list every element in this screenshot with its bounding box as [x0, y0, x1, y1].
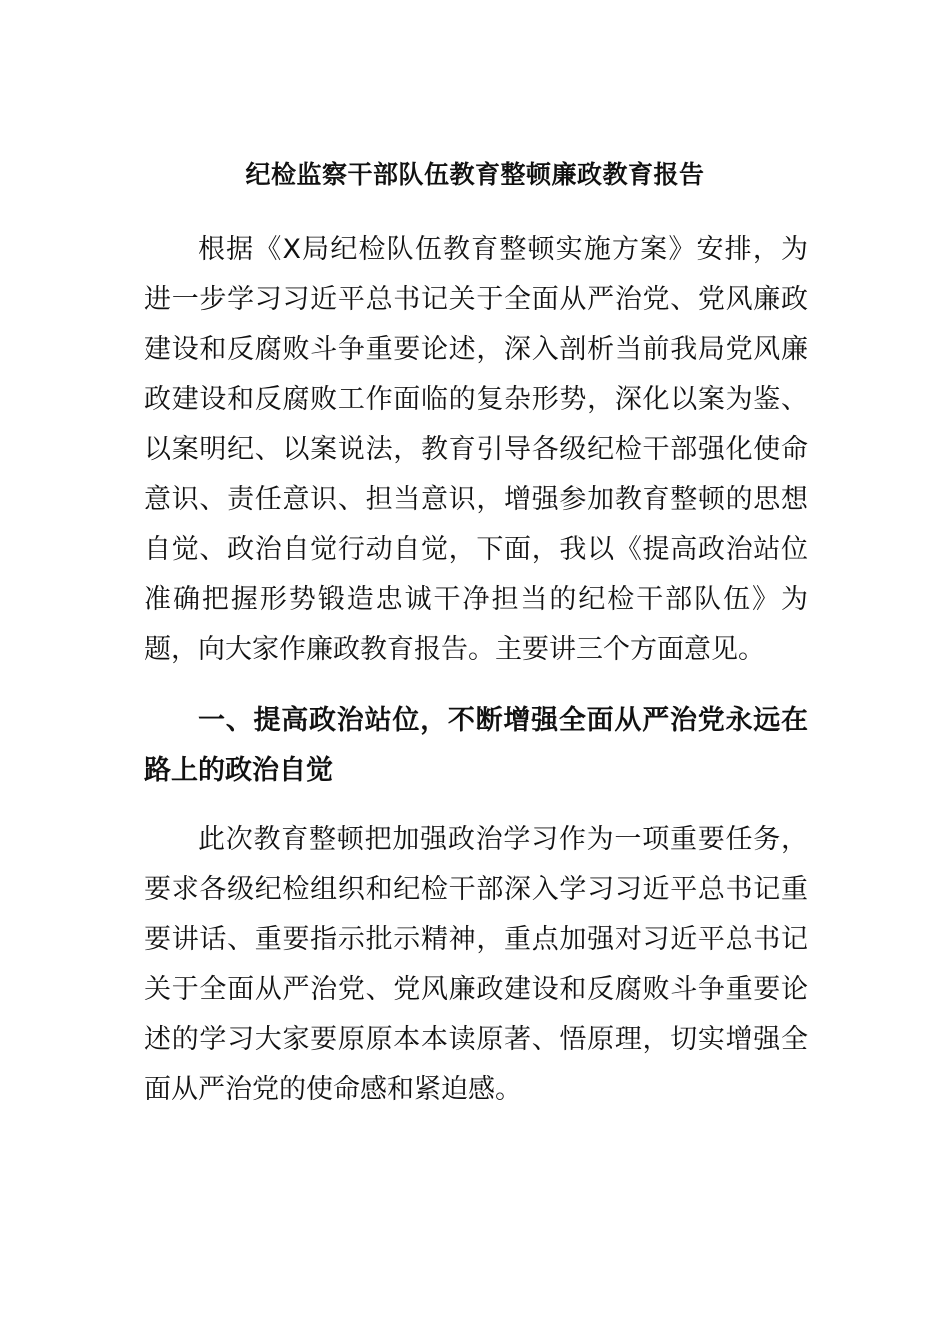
document-title: 纪检监察干部队伍教育整顿廉政教育报告: [245, 160, 705, 189]
intro-paragraph: 根据《X局纪检队伍教育整顿实施方案》安排，为进一步学习习近平总书记关于全面从严治党、党风廉政建设和反腐败斗争重要论述，深入剖析当前我局党风廉政建设和反腐败工作面临的复杂形势，深化以案为鉴、以案明纪、以案说法，教育引导各级纪检干部强化使命意识、责任意识、担当意识，增强参加教育整顿的思想自觉、政治自觉行动自觉，下面，我以《提高政治站位准确把握形势锻造忠诚干净担当的纪检干部队伍》为题，向大家作廉政教育报告。主要讲三个方面意见。: [144, 234, 808, 665]
section-paragraph: 此次教育整顿把加强政治学习作为一项重要任务，要求各级纪检组织和纪检干部深入学习习近平总书记重要讲话、重要指示批示精神，重点加强对习近平总书记关于全面从严治党、党风廉政建设和反腐败斗争重要论述的学习大家要原原本本读原著、悟原理，切实增强全面从严治党的使命感和紧迫感。: [144, 824, 808, 1105]
section-heading: 一、提高政治站位，不断增强全面从严治党永远在路上的政治自觉: [144, 705, 808, 786]
